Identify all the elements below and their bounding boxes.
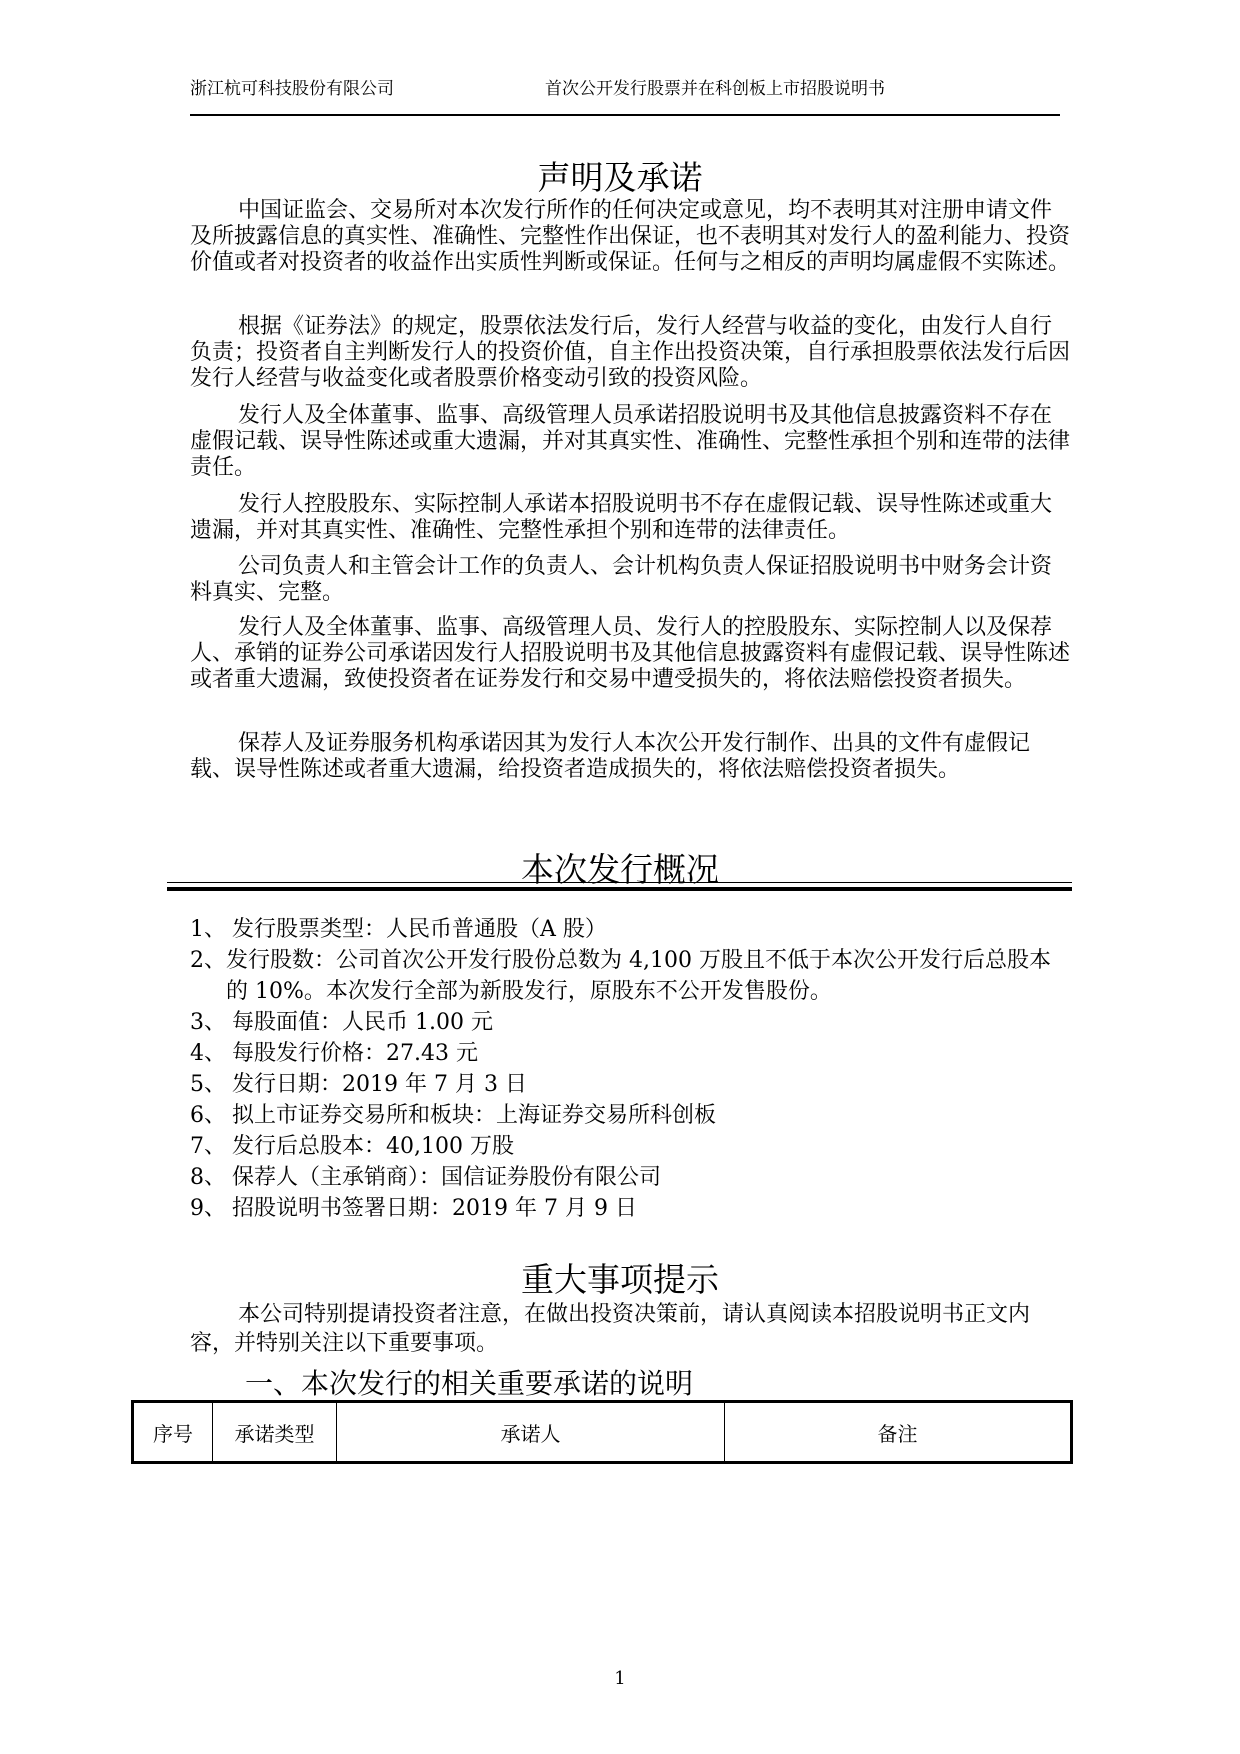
table-header-cell: 承诺人 [337, 1402, 725, 1463]
declaration-paragraph: 发行人及全体董事、监事、高级管理人员承诺招股说明书及其他信息披露资料不存在虚假记载、误导性陈述或重大遗漏，并对其真实性、准确性、完整性承担个别和连带的法律责任。 [190, 403, 1071, 480]
table-header-cell: 序号 [133, 1402, 213, 1463]
table-header-cell: 备注 [725, 1402, 1072, 1463]
table-header-cell: 承诺类型 [213, 1402, 337, 1463]
overview-item [190, 1007, 493, 1038]
item-number: 7、 [190, 1134, 226, 1159]
notice-title: 重大事项提示 [521, 1260, 719, 1299]
overview-item [190, 1162, 661, 1193]
item-text: 发行日期：2019 年 7 月 3 日 [232, 1072, 527, 1097]
overview-rule-thick [167, 887, 1072, 891]
item-text: 每股发行价格：27.43 元 [232, 1041, 478, 1066]
page-number: 1 [614, 1668, 626, 1689]
notice-intro: 本公司特别提请投资者注意，在做出投资决策前，请认真阅读本招股说明书正文内容，并特别关注以下重要事项。 [190, 1302, 1031, 1356]
overview-item [190, 945, 1070, 1007]
notice-subtitle: 一、本次发行的相关重要承诺的说明 [245, 1367, 694, 1400]
item-text: 发行股数：公司首次公开发行股份总数为 4,100 万股且不低于本次公开发行后总股本的 10%。本次发行全部为新股发行，原股东不公开发售股份。 [226, 948, 1051, 1004]
item-number: 2、 [190, 948, 226, 973]
item-text: 每股面值：人民币 1.00 元 [232, 1010, 493, 1035]
item-number: 9、 [190, 1196, 226, 1221]
item-number: 8、 [190, 1165, 226, 1190]
item-number: 4、 [190, 1041, 226, 1066]
commitments-table [131, 1400, 1073, 1464]
overview-item [190, 914, 607, 945]
item-text: 保荐人（主承销商）：国信证券股份有限公司 [232, 1165, 662, 1190]
declaration-paragraph: 发行人及全体董事、监事、高级管理人员、发行人的控股股东、实际控制人以及保荐人、承销的证券公司承诺因发行人招股说明书及其他信息披露资料有虚假记载、误导性陈述或者重大遗漏，致使投资者在证券发行和交易中遭受损失的，将依法赔偿投资者损失。 [190, 615, 1071, 692]
item-text: 招股说明书签署日期：2019 年 7 月 9 日 [232, 1196, 637, 1221]
overview-item [190, 1193, 637, 1224]
table-header-row [133, 1402, 1072, 1463]
declaration-paragraph: 保荐人及证券服务机构承诺因其为发行人本次公开发行制作、出具的文件有虚假记载、误导性陈述或者重大遗漏，给投资者造成损失的，将依法赔偿投资者损失。 [190, 731, 1031, 782]
item-text: 拟上市证券交易所和板块：上海证券交易所科创板 [232, 1103, 717, 1128]
item-number: 5、 [190, 1072, 226, 1097]
item-number: 6、 [190, 1103, 226, 1128]
declaration-paragraph: 发行人控股股东、实际控制人承诺本招股说明书不存在虚假记载、误导性陈述或重大遗漏，并对其真实性、准确性、完整性承担个别和连带的法律责任。 [190, 492, 1053, 543]
declaration-paragraph: 中国证监会、交易所对本次发行所作的任何决定或意见，均不表明其对注册申请文件及所披露信息的真实性、准确性、完整性作出保证，也不表明其对发行人的盈利能力、投资价值或者对投资者的收益作出实质性判断或保证。任何与之相反的声明均属虚假不实陈述。 [190, 198, 1071, 275]
overview-rule-thin [167, 882, 1072, 883]
overview-item [190, 1038, 478, 1069]
overview-title: 本次发行概况 [521, 850, 719, 889]
declaration-paragraph: 公司负责人和主管会计工作的负责人、会计机构负责人保证招股说明书中财务会计资料真实、完整。 [190, 554, 1053, 605]
item-number: 1、 [190, 917, 226, 942]
header-rule [190, 114, 1060, 116]
overview-item [190, 1100, 716, 1131]
overview-item [190, 1131, 514, 1162]
header-company: 浙江杭可科技股份有限公司 [190, 79, 394, 99]
declaration-paragraph: 根据《证券法》的规定，股票依法发行后，发行人经营与收益的变化，由发行人自行负责；投资者自主判断发行人的投资价值，自主作出投资决策，自行承担股票依法发行后因发行人经营与收益变化或者股票价格变动引致的投资风险。 [190, 314, 1071, 391]
declaration-title: 声明及承诺 [537, 158, 703, 197]
item-number: 3、 [190, 1010, 226, 1035]
overview-item [190, 1069, 527, 1100]
header-doc-title: 首次公开发行股票并在科创板上市招股说明书 [545, 79, 885, 99]
item-text: 发行后总股本：40,100 万股 [232, 1134, 514, 1159]
item-text: 发行股票类型：人民币普通股（A 股） [232, 917, 607, 942]
